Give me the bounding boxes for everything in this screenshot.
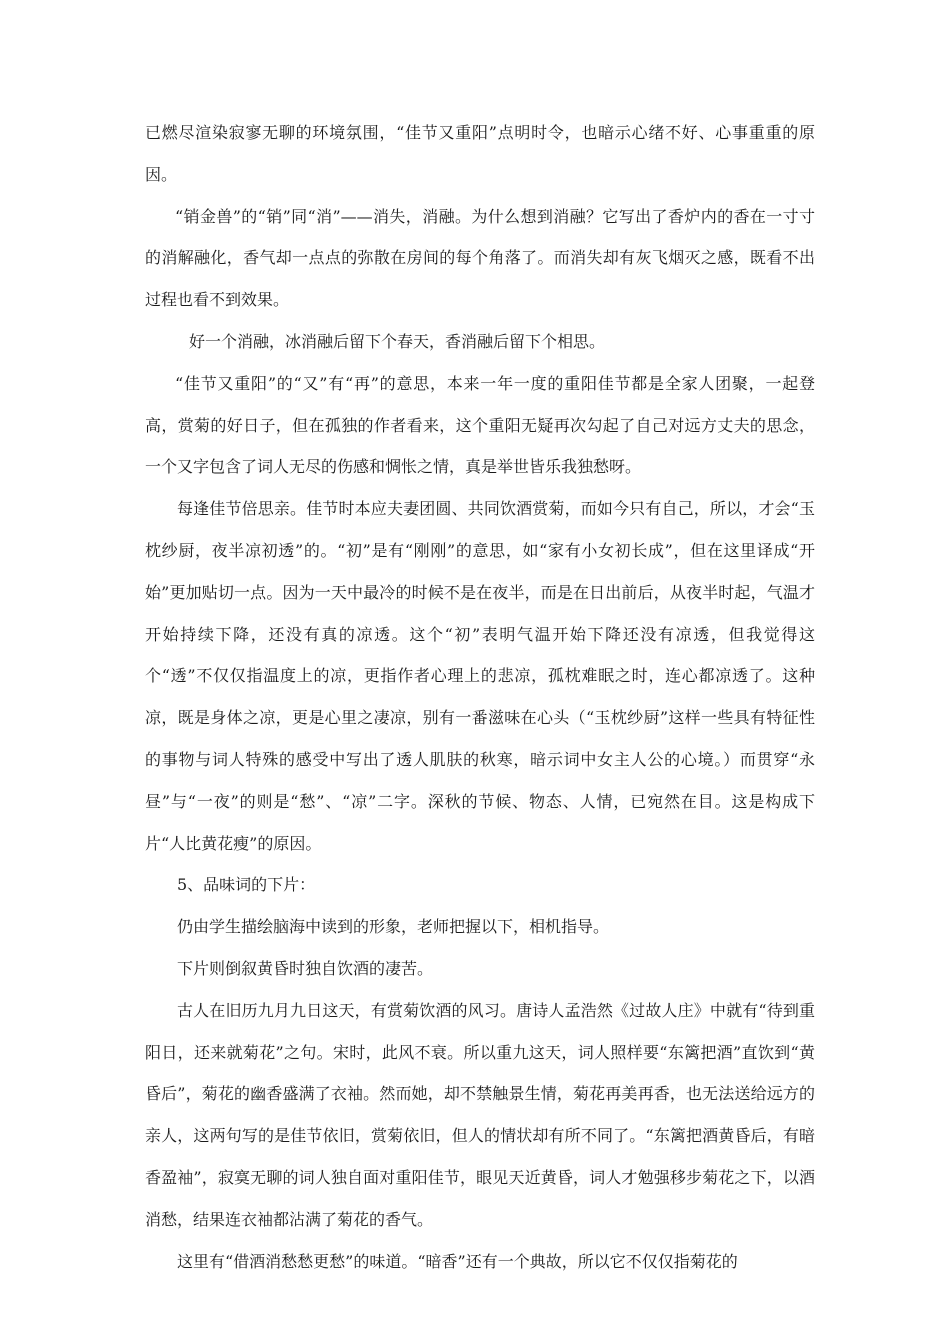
paragraph-6: 5、品味词的下片： <box>177 875 316 895</box>
paragraph-4: “佳节又重阳”的“又”有“再”的意思，本来一年一度的重阳佳节都是全家人团聚，一起登高，赏菊的好日子，但在孤独的作者看来，这个重阳无疑再次勾起了自己对远方丈夫的思念，一个又字包含了词人无尽的伤感和惆怅之情，真是举世皆乐我独愁呀。 <box>145 373 815 477</box>
paragraph-5: 每逢佳节倍思亲。佳节时本应夫妻团圆、共同饮酒赏菊，而如今只有自己，所以，才会“玉枕纱厨，夜半凉初透”的。“初”是有“刚刚”的意思，如“家有小女初长成”，但在这里译成“开始”更加贴切一点。因为一天中最冷的时候不是在夜半，而是在日出前后，从夜半时起，气温才开始持续下降，还没有真的凉透。这个“初”表明气温开始下降还没有凉透，但我觉得这个“透”不仅仅指温度上的凉，更指作者心理上的悲凉，孤枕难眠之时，连心都凉透了。这种凉，既是身体之凉，更是心里之凄凉，别有一番滋味在心头（“玉枕纱厨”这样一些具有特征性的事物与词人特殊的感受中写出了透人肌肤的秋寒，暗示词中女主人公的心境。）而贯穿“永昼”与“一夜”的则是“愁”、“凉”二字。深秋的节候、物态、人情，已宛然在目。这是构成下片“人比黄花瘦”的原因。 <box>145 499 815 853</box>
paragraph-8: 下片则倒叙黄昏时独自饮酒的凄苦。 <box>177 958 434 978</box>
paragraph-2: “销金兽”的“销”同“消”——消失，消融。为什么想到消融？它写出了香炉内的香在一寸寸的消解融化，香气却一点点的弥散在房间的每个角落了。而消失却有灰飞烟灭之感，既看不出过程也看不到效果。 <box>145 206 815 310</box>
paragraph-7: 仍由学生描绘脑海中读到的形象，老师把握以下，相机指导。 <box>177 917 610 937</box>
paragraph-1: 已燃尽渲染寂寥无聊的环境氛围，“佳节又重阳”点明时令，也暗示心绪不好、心事重重的原因。 <box>145 123 815 184</box>
document-body <box>145 112 815 1282</box>
paragraph-10: 这里有“借酒消愁愁更愁”的味道。“暗香”还有一个典故，所以它不仅仅指菊花的 <box>177 1251 738 1271</box>
paragraph-3: 好一个消融，冰消融后留下个春天，香消融后留下个相思。 <box>189 331 606 351</box>
paragraph-9: 古人在旧历九月九日这天，有赏菊饮酒的风习。唐诗人孟浩然《过故人庄》中就有“待到重阳日，还来就菊花”之句。宋时，此风不衰。所以重九这天，词人照样要“东篱把酒”直饮到“黄昏后”，菊花的幽香盛满了衣袖。然而她，却不禁触景生情，菊花再美再香，也无法送给远方的亲人，这两句写的是佳节依旧，赏菊依旧，但人的情状却有所不同了。“东篱把酒黄昏后，有暗香盈袖”，寂寞无聊的词人独自面对重阳佳节，眼见天近黄昏，词人才勉强移步菊花之下，以酒消愁，结果连衣袖都沾满了菊花的香气。 <box>145 1000 815 1229</box>
